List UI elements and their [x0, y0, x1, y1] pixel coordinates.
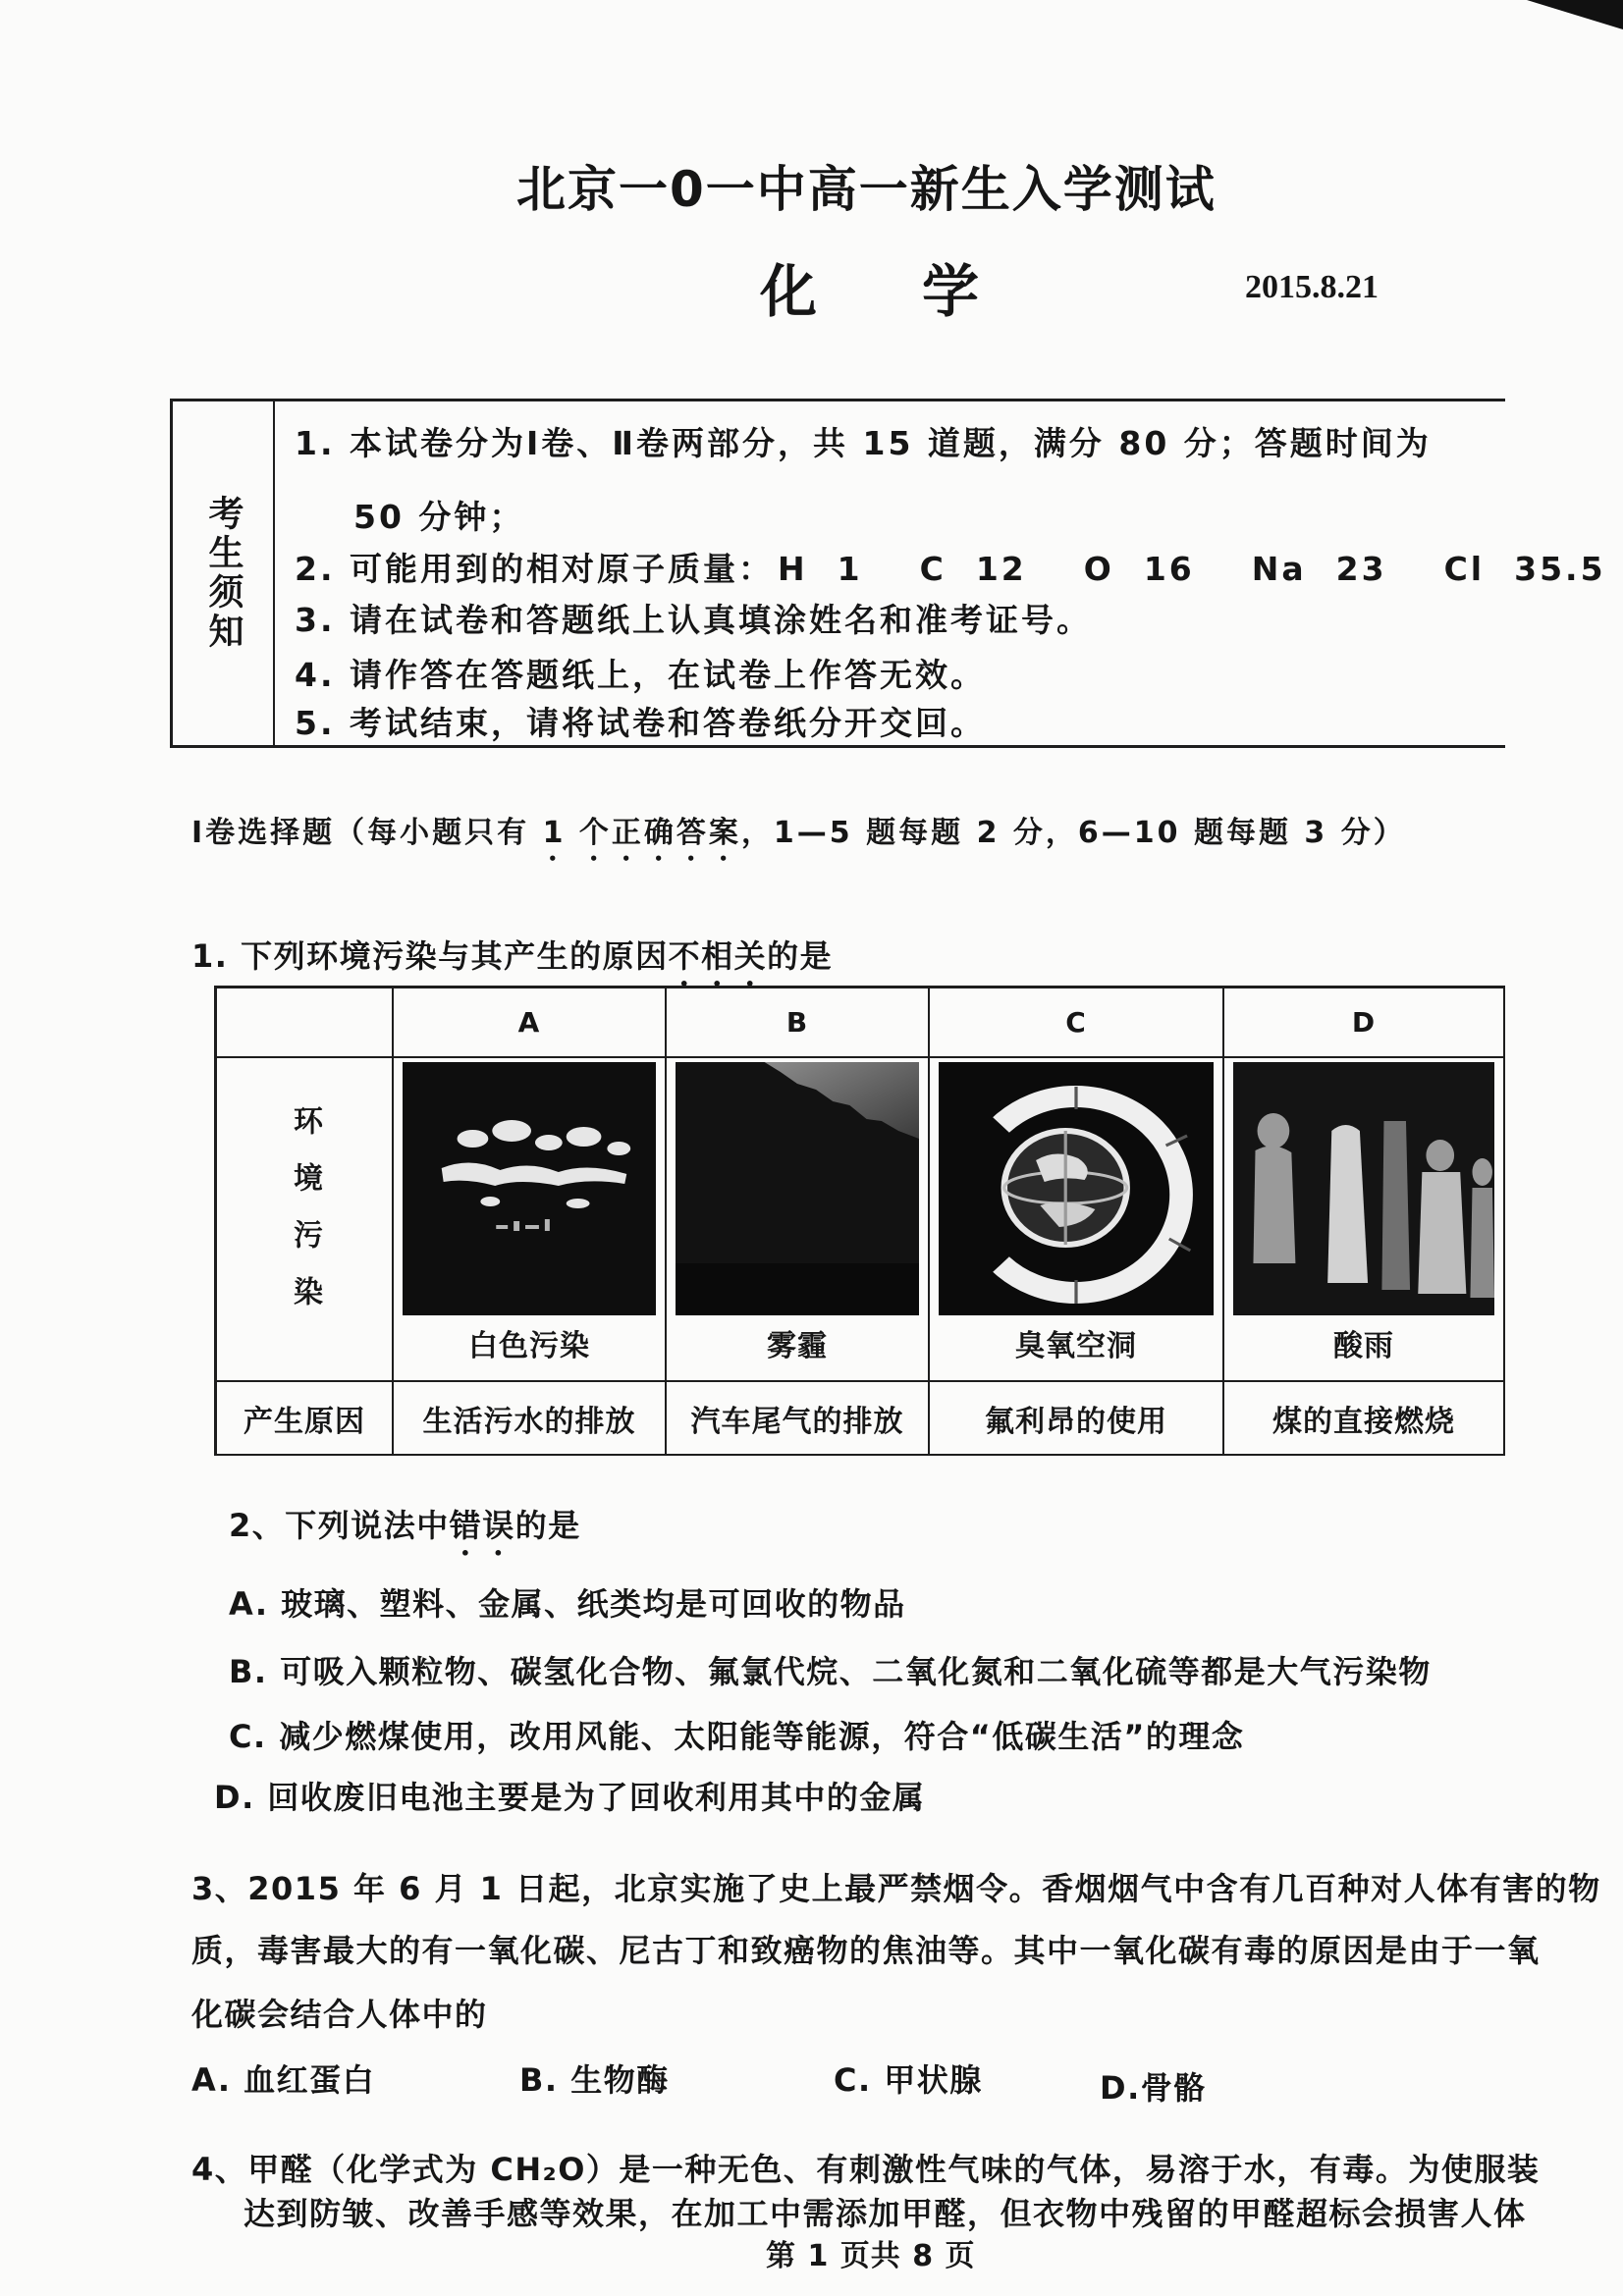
question-3-line-1: 3、2015 年 6 月 1 日起，北京实施了史上最严禁烟令。香烟烟气中含有几百种对人体有害的物 — [191, 1870, 1601, 1907]
atomic-mass-cl — [1444, 550, 1606, 588]
table-row-label: 环境污染 — [288, 1105, 322, 1333]
page-number: 第 1 页共 8 页 — [766, 2239, 976, 2273]
table-corner-cell — [217, 988, 394, 1058]
atomic-mass-h — [778, 550, 863, 588]
question-2-option-d: D. 回收废旧电池主要是为了回收利用其中的金属 — [214, 1779, 926, 1816]
element-mass: 16 — [1143, 550, 1195, 588]
scan-corner-mark — [1527, 0, 1623, 29]
table-reason-b: 汽车尾气的排放 — [667, 1382, 930, 1456]
element-mass: 12 — [975, 550, 1027, 588]
element-symbol: C — [919, 550, 947, 588]
question-2-option-c: C. 减少燃煤使用，改用风能、太阳能等能源，符合“低碳生活”的理念 — [229, 1718, 1245, 1755]
element-symbol: Na — [1251, 550, 1307, 588]
photo-ozone-hole — [939, 1062, 1214, 1315]
question-2-stem-start: 2、下列说法中 — [229, 1507, 450, 1544]
question-1-stem-emphasis: 不相关 — [668, 937, 768, 975]
table-header-b: B — [667, 988, 930, 1058]
table-row-label-cell — [217, 1058, 394, 1382]
exam-notice-box — [170, 399, 1606, 748]
notice-label: 考生须知 — [203, 495, 243, 652]
question-3-option-a: A. 血红蛋白 — [191, 2061, 376, 2099]
question-1-stem-end: 的是 — [767, 937, 834, 975]
atomic-mass-o — [1084, 550, 1195, 588]
photo-acid-rain — [1233, 1062, 1494, 1315]
notice-item-2 — [295, 550, 1606, 589]
question-3-option-b: B. 生物酶 — [519, 2061, 670, 2099]
section-heading-start: Ⅰ卷选择题（每小题只有 — [191, 816, 543, 850]
element-mass: 23 — [1335, 550, 1387, 588]
caption-smog: 雾霾 — [767, 1329, 828, 1363]
table-photo-cell-c — [930, 1058, 1224, 1382]
table-photo-cell-a — [394, 1058, 667, 1382]
table-reason-a: 生活污水的排放 — [394, 1382, 667, 1456]
subject-title: 化学 — [760, 258, 1085, 325]
question-2-option-a: A. 玻璃、塑料、金属、纸类均是可回收的物品 — [229, 1585, 906, 1623]
table-header-d: D — [1224, 988, 1505, 1058]
caption-white-pollution: 白色污染 — [468, 1329, 590, 1363]
caption-ozone-hole: 臭氧空洞 — [1015, 1329, 1137, 1363]
section-heading — [191, 816, 1406, 868]
question-4-line-1: 4、甲醛（化学式为 CH₂O）是一种无色、有刺激性气味的气体，易溶于水，有毒。为使服装 — [191, 2151, 1541, 2188]
table-reason-d: 煤的直接燃烧 — [1224, 1382, 1505, 1456]
atomic-mass-c — [920, 550, 1027, 588]
table-photo-cell-b — [667, 1058, 930, 1382]
question-4-line-2: 达到防皱、改善手感等效果，在加工中需添加甲醛，但衣物中残留的甲醛超标会损害人体 — [243, 2195, 1527, 2232]
table-header-c: C — [930, 988, 1224, 1058]
table-header-a: A — [394, 988, 667, 1058]
element-symbol: H — [778, 550, 808, 588]
table-reason-label: 产生原因 — [217, 1382, 394, 1456]
question-2-stem-emphasis: 错误 — [449, 1507, 515, 1544]
notice-label-column — [173, 401, 275, 745]
section-heading-end: ，1—5 题每题 2 分，6—10 题每题 3 分） — [740, 816, 1406, 850]
question-3-line-3: 化碳会结合人体中的 — [191, 1996, 488, 2033]
question-1-table — [214, 986, 1505, 1456]
element-mass: 1 — [837, 550, 863, 588]
exam-title: 北京一0一中高一新生入学测试 — [516, 161, 1217, 218]
question-2-option-b: B. 可吸入颗粒物、碳氢化合物、氟氯代烷、二氧化氮和二氧化硫等都是大气污染物 — [229, 1653, 1432, 1690]
exam-date: 2015.8.21 — [1245, 269, 1379, 305]
element-mass: 35.5 — [1514, 550, 1606, 588]
atomic-mass-na — [1252, 550, 1387, 588]
caption-acid-rain: 酸雨 — [1333, 1329, 1394, 1363]
notice-item-4: 4. 请作答在答题纸上，在试卷上作答无效。 — [295, 656, 986, 694]
element-symbol: O — [1083, 550, 1114, 588]
notice-item-5: 5. 考试结束，请将试卷和答卷纸分开交回。 — [295, 704, 986, 742]
question-3-line-2: 质，毒害最大的有一氧化碳、尼古丁和致癌物的焦油等。其中一氧化碳有毒的原因是由于一氧 — [191, 1932, 1541, 1969]
section-heading-emphasis: 1 个正确答案 — [542, 816, 741, 850]
notice-item-2-prefix: 2. 可能用到的相对原子质量： — [295, 550, 774, 588]
element-symbol: Cl — [1443, 550, 1486, 588]
notice-item-1-continued: 50 分钟； — [353, 498, 525, 536]
notice-item-3: 3. 请在试卷和答题纸上认真填涂姓名和准考证号。 — [295, 601, 1092, 639]
table-photo-cell-d — [1224, 1058, 1505, 1382]
photo-smog — [676, 1062, 919, 1315]
question-2-stem-end: 的是 — [514, 1507, 581, 1544]
photo-white-pollution — [403, 1062, 656, 1315]
table-reason-c: 氟利昂的使用 — [930, 1382, 1224, 1456]
notice-item-1: 1. 本试卷分为Ⅰ卷、Ⅱ卷两部分，共 15 道题，满分 80 分；答题时间为 — [295, 424, 1432, 462]
question-2-stem — [229, 1507, 581, 1563]
question-3-option-d: D.骨骼 — [1100, 2069, 1207, 2107]
question-1-stem-start: 1. 下列环境污染与其产生的原因 — [191, 937, 669, 975]
question-3-option-c: C. 甲状腺 — [834, 2061, 983, 2099]
